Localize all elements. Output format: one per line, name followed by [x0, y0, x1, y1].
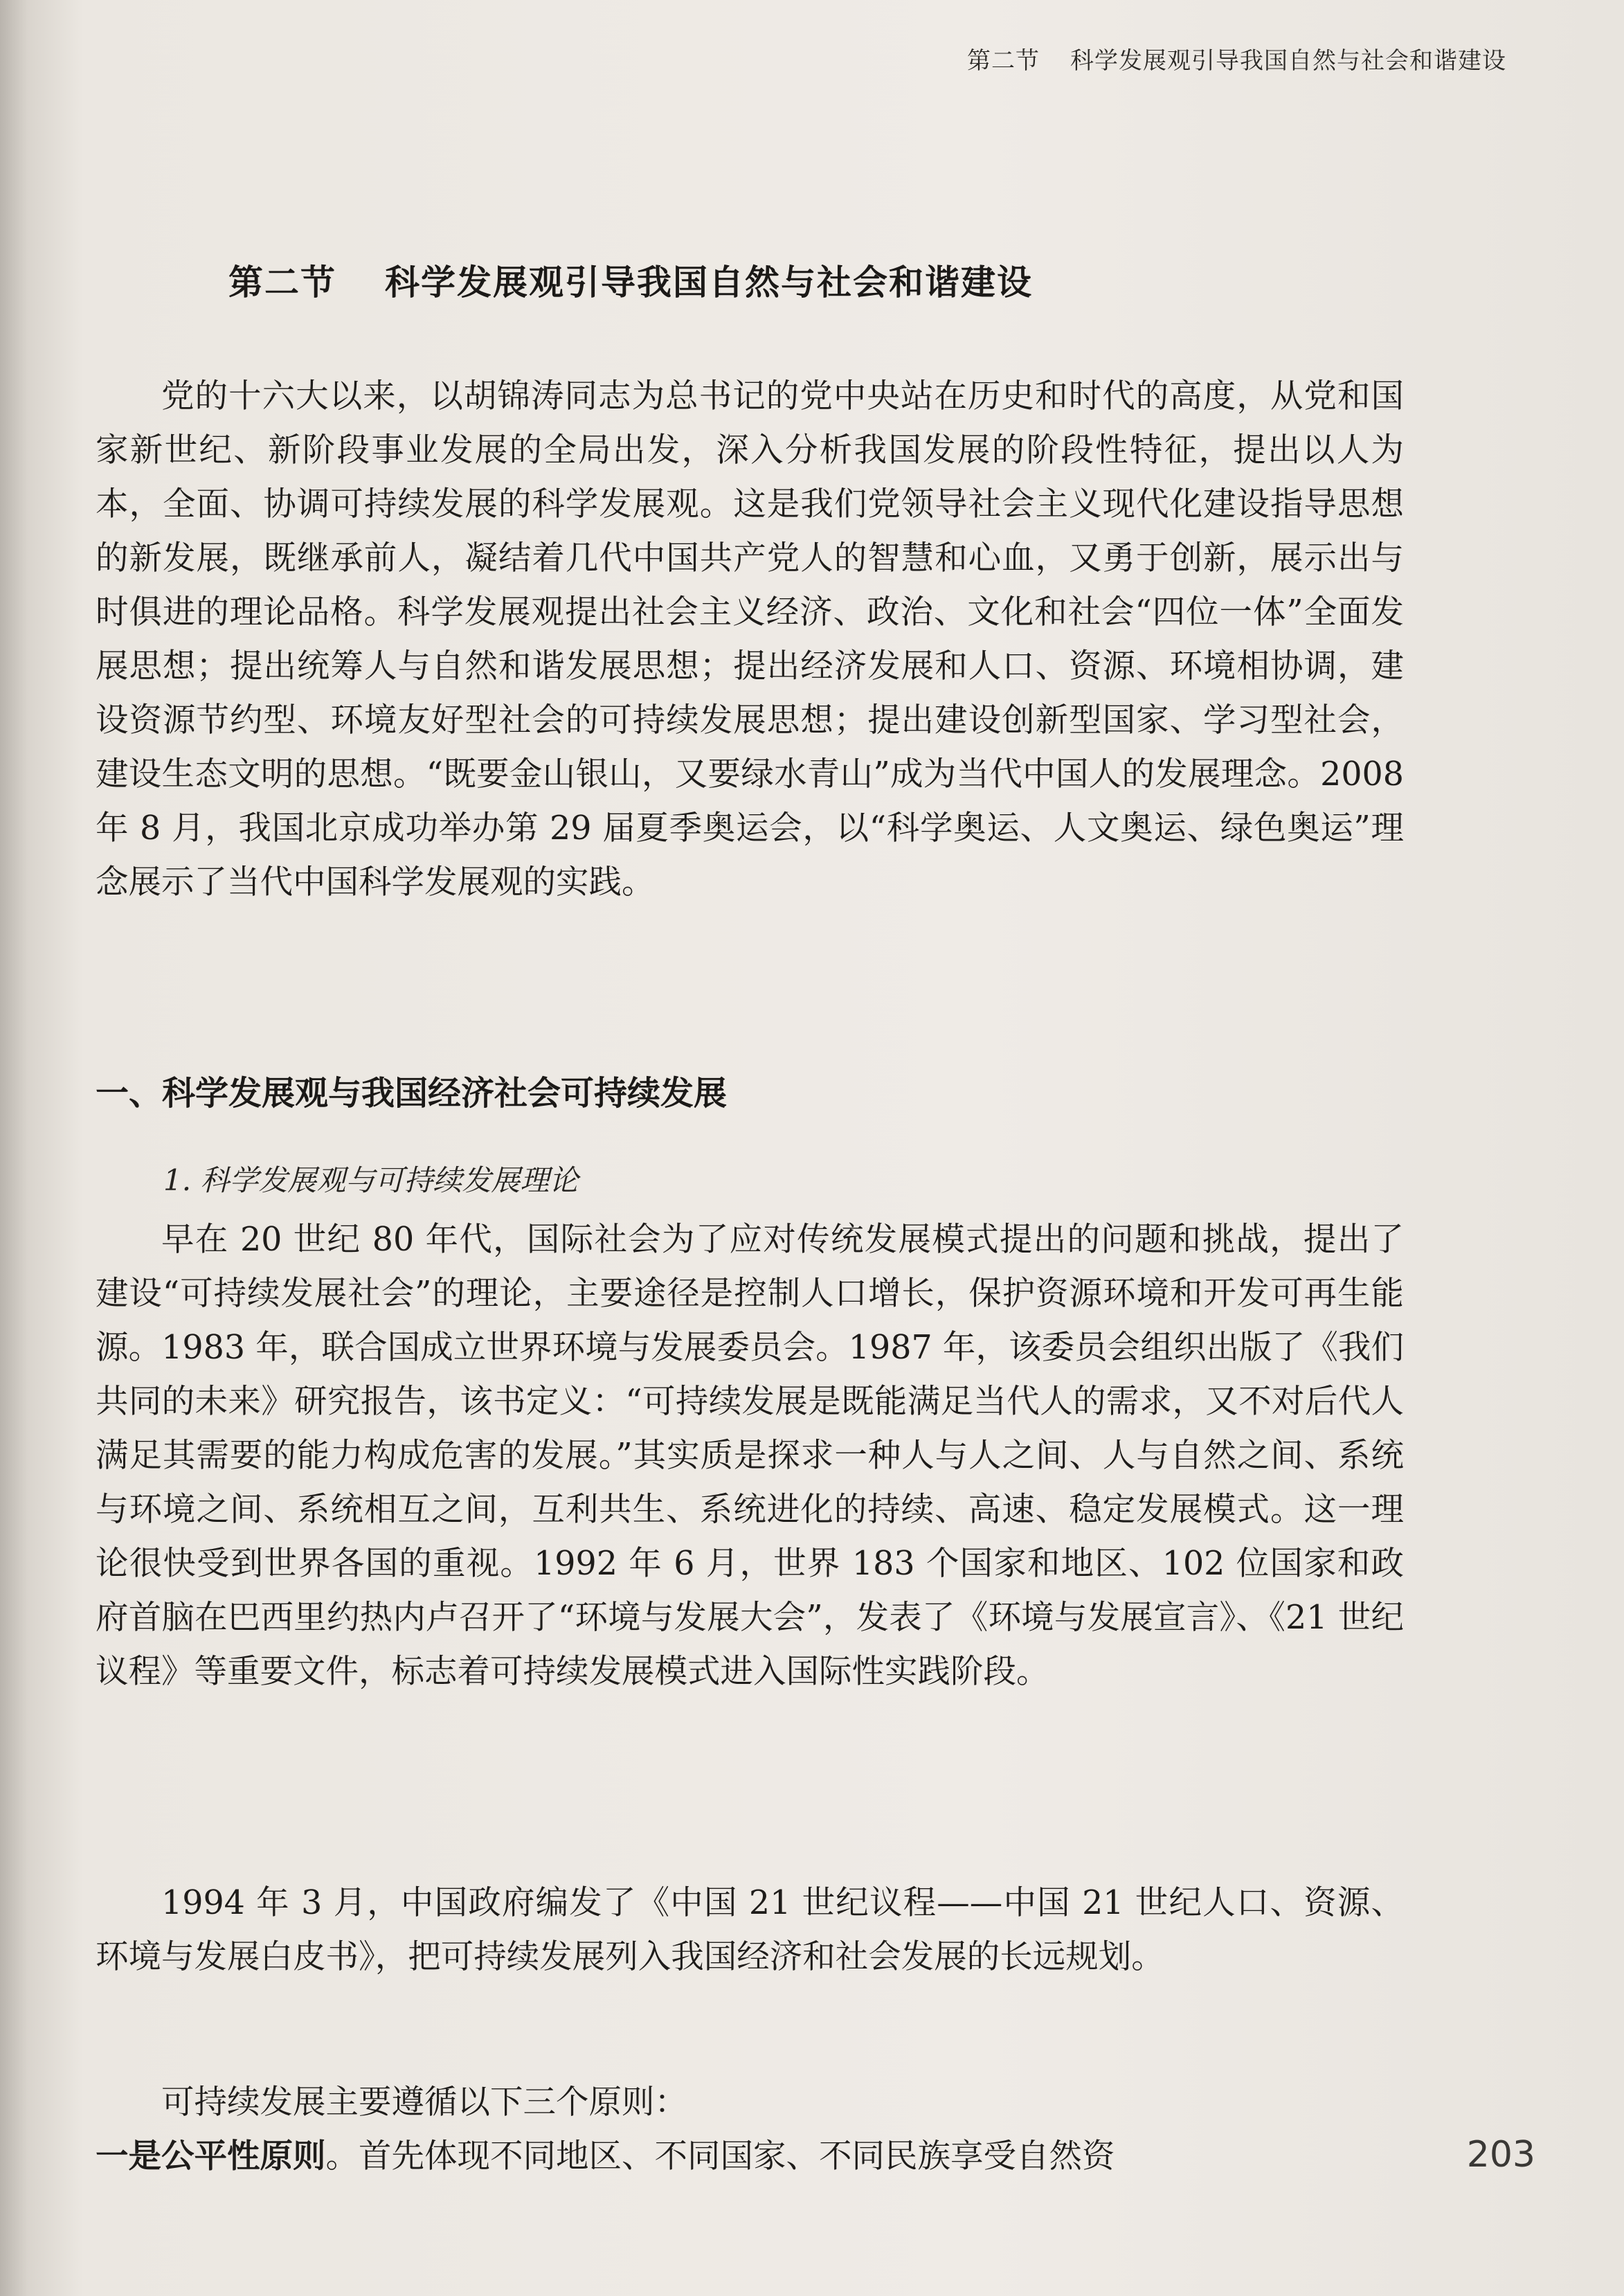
section-label: 第二节 — [228, 262, 336, 303]
china-agenda-paragraph: 1994 年 3 月，中国政府编发了《中国 21 世纪议程——中国 21 世纪人口、资源、环境与发展白皮书》，把可持续发展列入我国经济和社会发展的长远规划。 — [96, 1884, 1404, 1976]
sub-subsection-heading: 1. 科学发展观与可持续发展理论 — [163, 1163, 579, 1197]
principle-1-paragraph — [96, 2130, 1404, 2184]
intro-paragraph: 党的十六大以来，以胡锦涛同志为总书记的党中央站在历史和时代的高度，从党和国家新世纪、新阶段事业发展的全局出发，深入分析我国发展的阶段性特征，提出以人为本，全面、协调可持续发展的科学发展观。这是我们党领导社会主义现代化建设指导思想的新发展，既继承前人，凝结着几代中国共产党人的智慧和心血，又勇于创新，展示出与时俱进的理论品格。科学发展观提出社会主义经济、政治、文化和社会“四位一体”全面发展思想；提出统筹人与自然和谐发展思想；提出经济发展和人口、资源、环境相协调，建设资源节约型、环境友好型社会的可持续发展思想；提出建设创新型国家、学习型社会，建设生态文明的思想。“既要金山银山，又要绿水青山”成为当代中国人的发展理念。2008 年 8 月，我国北京成功举办第 29 届夏季奥运会，以“科学奥运、人文奥运、绿色奥运”理念展示了当代中国科学发展观的实践。 — [96, 377, 1404, 902]
section-title-text: 科学发展观引导我国自然与社会和谐建设 — [385, 262, 1033, 303]
history-paragraph: 早在 20 世纪 80 年代，国际社会为了应对传统发展模式提出的问题和挑战，提出了建设“可持续发展社会”的理论，主要途径是控制人口增长，保护资源环境和开发可再生能源。1983 年，联合国成立世界环境与发展委员会。1987 年，该委员会组织出版了《我们共同的未来》研究报告，该书定义：“可持续发展是既能满足当代人的需求，又不对后代人满足其需要的能力构成危害的发展。”其实质是探求一种人与人之间、人与自然之间、系统与环境之间、系统相互之间，互利共生、系统进化的持续、高速、稳定发展模式。这一理论很快受到世界各国的重视。1992 年 6 月，世界 183 个国家和地区、102 位国家和政府首脑在巴西里约热内卢召开了“环境与发展大会”，发表了《环境与发展宣言》、《21 世纪议程》等重要文件，标志着可持续发展模式进入国际性实践阶段。 — [96, 1221, 1404, 1691]
principles-intro-paragraph: 可持续发展主要遵循以下三个原则： — [161, 2083, 687, 2122]
running-header — [967, 42, 1506, 75]
running-header-title: 科学发展观引导我国自然与社会和谐建设 — [1070, 47, 1506, 75]
subsection-heading: 一、科学发展观与我国经济社会可持续发展 — [96, 1074, 728, 1113]
principle-1-text: 。首先体现不同地区、不同国家、不同民族享受自然资 — [325, 2137, 1115, 2176]
running-header-section: 第二节 — [967, 47, 1040, 75]
principle-1-lead: 一是公平性原则 — [96, 2137, 326, 2176]
section-title — [228, 255, 1033, 305]
page-number: 203 — [1466, 2134, 1535, 2176]
